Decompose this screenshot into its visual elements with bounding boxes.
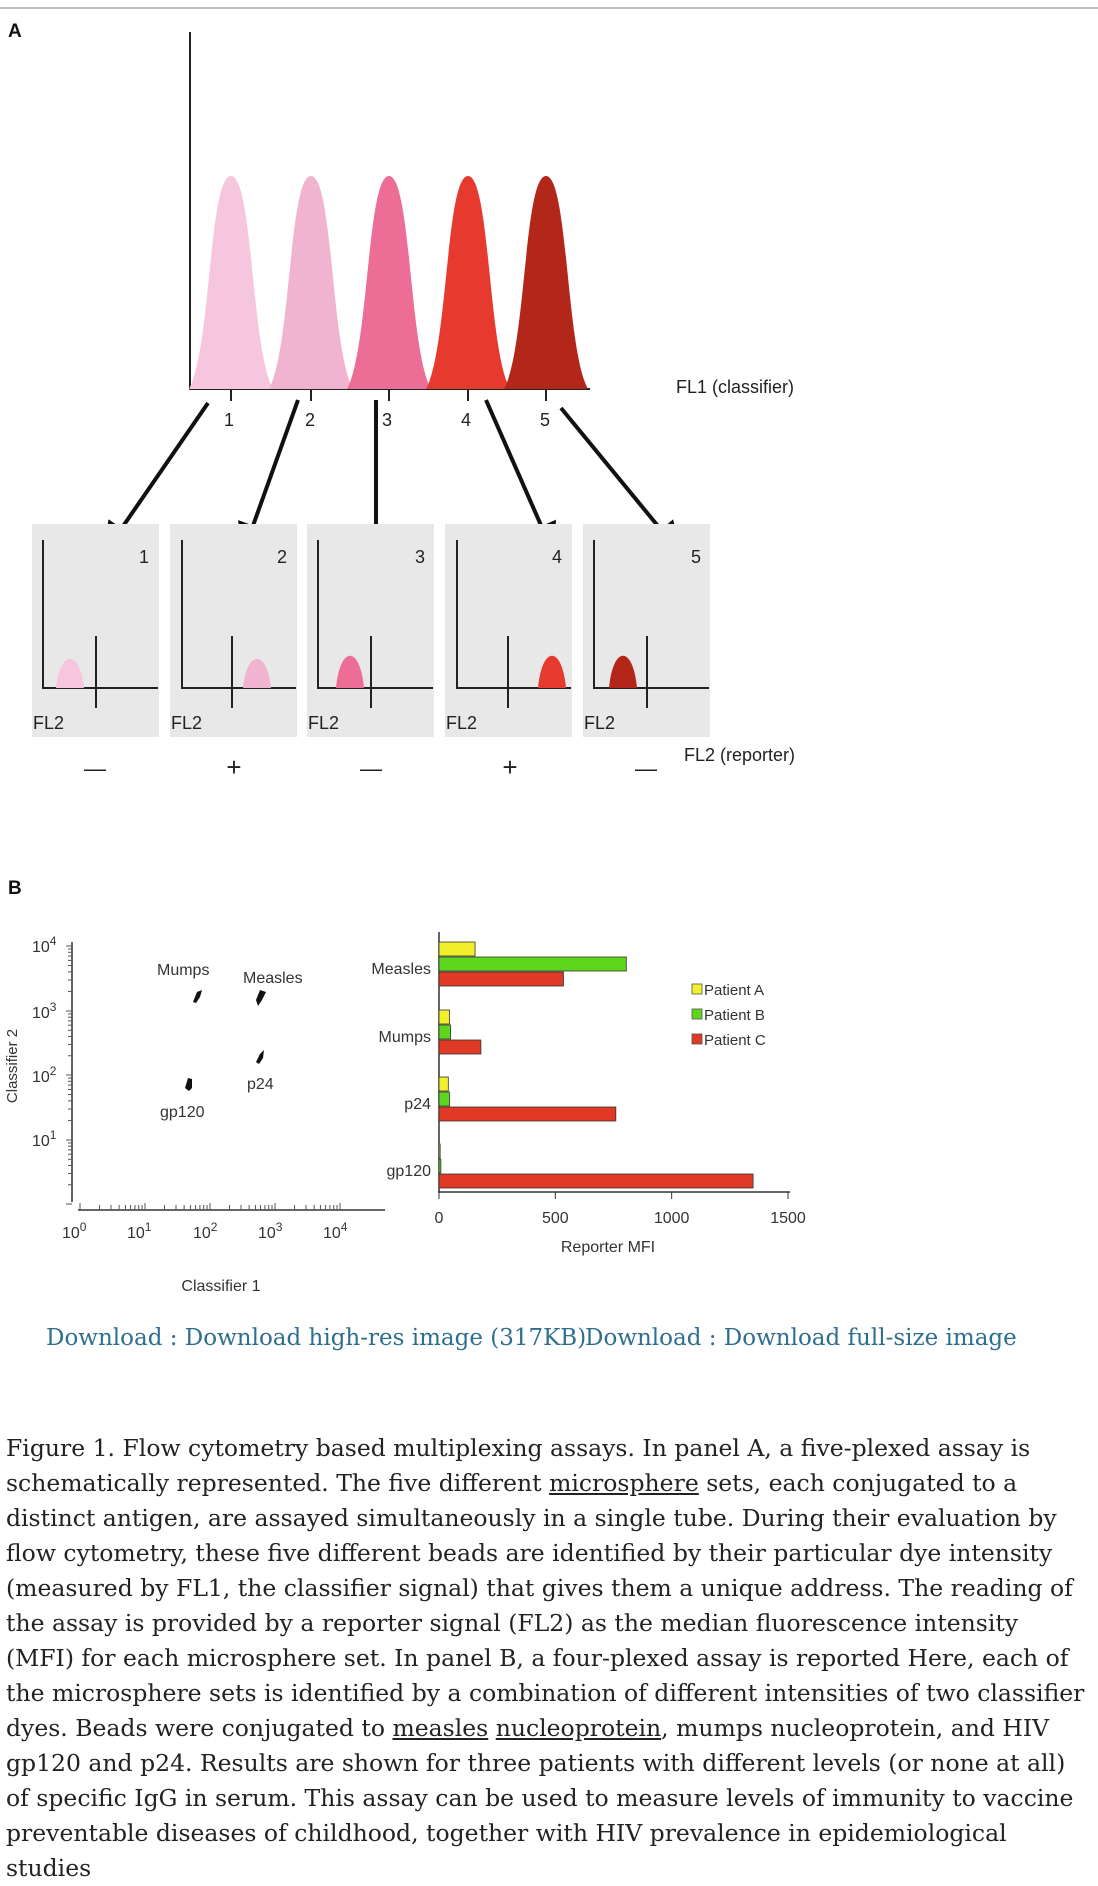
box-fl2-label-3: FL2 — [308, 713, 340, 733]
xtick-10-2: $10^2$ — [193, 1220, 218, 1242]
caption-text-1: Figure 1. Flow cytometry based multiplexing assays. In panel A, a five-plexed assay is schematically represented. The five different — [6, 1434, 1031, 1497]
bar-xtick-1500: 1500 — [770, 1210, 806, 1227]
sign-5: — — [635, 756, 657, 781]
reporter-box-2 — [170, 524, 297, 737]
box-fl2-label-4: FL2 — [446, 713, 478, 733]
sign-2: + — [226, 752, 242, 782]
legend — [692, 982, 766, 1049]
cluster-gp120 — [185, 1078, 192, 1091]
scatter-xlabel: Classifier 1 — [181, 1278, 261, 1295]
label-measles: Measles — [243, 970, 303, 987]
caption-text-2: sets, each conjugated to a distinct antigen, are assayed simultaneously in a single tube. During their evaluation by flow cytometry, these five different beads are identified by their particular dye intensity (measured by FL1, the classifier signal) that gives them a unique address. The reading of the assay is provided by a reporter signal (FL2) as the median fluorescence intensity (MFI) for each microsphere set. In panel B, a four-plexed assay is reported Here, each of the microsphere sets is identified by a combination of different intensities of two classifier dyes. Beads were conjugated to — [6, 1469, 1085, 1742]
box-number-4: 4 — [551, 547, 563, 567]
scatter-ylabel: Classifier 2 — [4, 1028, 21, 1104]
label-mumps: Mumps — [157, 962, 210, 979]
bar-gp120-patient-a — [439, 1144, 440, 1158]
bar-category-p24: p24 — [404, 1096, 431, 1113]
bar-gp120-patient-b — [439, 1159, 441, 1173]
link-nucleoprotein[interactable]: nucleoprotein — [495, 1714, 662, 1742]
legend-swatch-patient-a — [692, 984, 702, 994]
reporter-mfi-bar-chart — [371, 932, 805, 1256]
ytick-10-1: $10^1$ — [32, 1128, 57, 1150]
reporter-box-4 — [445, 524, 572, 737]
bar-gp120-patient-c — [439, 1174, 753, 1188]
legend-swatch-patient-c — [692, 1034, 702, 1044]
bar-mumps-patient-c — [439, 1040, 481, 1054]
fl2-reporter-label: FL2 (reporter) — [684, 745, 796, 765]
xtick-10-4: $10^4$ — [323, 1220, 348, 1242]
bar-measles-patient-c — [439, 972, 563, 986]
ytick-10-2: $10^2$ — [32, 1064, 57, 1086]
xtick-10-3: $10^3$ — [258, 1220, 283, 1242]
ytick-10-3: $10^3$ — [32, 1000, 57, 1022]
bar-xtick-1000: 1000 — [653, 1210, 690, 1227]
label-gp120: gp120 — [160, 1104, 205, 1121]
fl1-classifier-label: FL1 (classifier) — [676, 377, 795, 397]
sign-3: — — [360, 756, 382, 781]
classifier-peak-3 — [347, 176, 431, 389]
bar-xtick-500: 500 — [541, 1210, 569, 1227]
peak-label-5: 5 — [539, 410, 551, 430]
download-full-size-link[interactable]: Download : Download full-size image — [585, 1325, 1017, 1351]
classifier-peak-5 — [504, 176, 588, 389]
link-measles[interactable]: measles — [392, 1714, 489, 1742]
classifier-peak-4 — [426, 176, 510, 389]
box-number-2: 2 — [276, 547, 288, 567]
bar-p24-patient-c — [439, 1107, 616, 1121]
legend-swatch-patient-b — [692, 1009, 702, 1019]
figure-caption — [6, 1431, 1090, 1886]
peak-label-1: 1 — [223, 410, 235, 430]
bar-category-mumps: Mumps — [378, 1029, 431, 1046]
bar-xtick-0: 0 — [434, 1210, 444, 1227]
bar-category-measles: Measles — [371, 961, 431, 978]
cluster-p24 — [256, 1050, 264, 1064]
bar-p24-patient-a — [439, 1077, 448, 1091]
legend-patient-a: Patient A — [704, 982, 765, 999]
reporter-box-3 — [307, 524, 434, 737]
cluster-measles — [256, 990, 266, 1006]
reporter-box-1 — [32, 524, 159, 737]
box-fl2-label-2: FL2 — [171, 713, 203, 733]
classifier-peak-2 — [269, 176, 353, 389]
panel-b-label: B — [8, 878, 22, 899]
box-number-5: 5 — [690, 547, 702, 567]
sign-4: + — [502, 752, 518, 782]
panel-a-label: A — [8, 21, 22, 42]
cluster-mumps — [193, 990, 202, 1003]
classifier-peak-1 — [189, 176, 273, 389]
download-high-res-link[interactable]: Download : Download high-res image (317KB) — [46, 1325, 587, 1351]
caption-text-4: , mumps nucleoprotein, and HIV gp120 and p24. Results are shown for three patients with different levels (or none at all) of specific IgG in serum. This assay can be used to measure levels of immunity to vaccine preventable diseases of childhood, together with HIV prevalence in epidemiological studies — [6, 1714, 1074, 1882]
box-fl2-label-5: FL2 — [584, 713, 616, 733]
classifier-peaks — [189, 176, 588, 401]
box-fl2-label-1: FL2 — [33, 713, 65, 733]
peak-label-4: 4 — [460, 410, 472, 430]
link-microsphere[interactable]: microsphere — [549, 1469, 699, 1497]
box-number-3: 3 — [414, 547, 426, 567]
legend-patient-c: Patient C — [704, 1032, 766, 1049]
bar-xlabel: Reporter MFI — [560, 1239, 656, 1256]
xtick-10-1: $10^1$ — [127, 1220, 152, 1242]
legend-patient-b: Patient B — [704, 1007, 765, 1024]
classifier-scatter — [4, 934, 385, 1295]
bar-mumps-patient-a — [439, 1010, 449, 1024]
caption-text-3 — [488, 1714, 495, 1742]
sign-1: — — [84, 756, 106, 781]
label-p24: p24 — [247, 1076, 274, 1093]
bar-p24-patient-b — [439, 1092, 449, 1106]
box-number-1: 1 — [138, 547, 150, 567]
peak-label-3: 3 — [381, 410, 393, 430]
peak-label-2: 2 — [304, 410, 316, 430]
bar-mumps-patient-b — [439, 1025, 451, 1039]
reporter-box-5 — [583, 524, 710, 737]
xtick-10-0: $10^0$ — [62, 1220, 87, 1242]
ytick-10-4: $10^4$ — [32, 934, 57, 956]
bar-category-gp120: gp120 — [386, 1163, 431, 1180]
bar-measles-patient-b — [439, 957, 626, 971]
bar-measles-patient-a — [439, 942, 475, 956]
